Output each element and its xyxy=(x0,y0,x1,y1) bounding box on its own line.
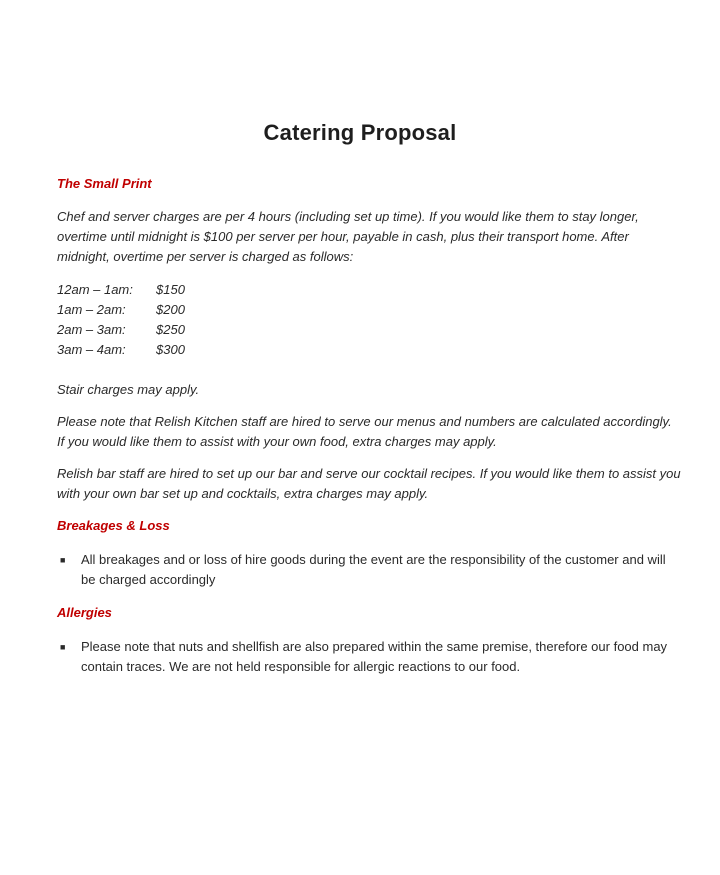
square-bullet-icon: ■ xyxy=(60,555,66,565)
rate-price: $200 xyxy=(156,302,185,317)
bar-staff-note: Relish bar staff are hired to set up our bar and serve our cocktail recipes. If you would like them to assist you with your own bar set up and cocktails, extra charges may apply. xyxy=(57,466,681,501)
rate-price: $150 xyxy=(156,282,185,297)
small-print-heading: The Small Print xyxy=(57,176,152,191)
rate-price: $250 xyxy=(156,322,185,337)
rate-row xyxy=(57,280,682,300)
allergies-list xyxy=(57,637,682,677)
rate-time: 1am – 2am: xyxy=(57,302,126,317)
breakages-text: All breakages and or loss of hire goods during the event are the responsibility of the customer and will be charged accordingly xyxy=(81,552,666,587)
rate-price: $300 xyxy=(156,342,185,357)
rate-row xyxy=(57,300,682,320)
small-print-intro: Chef and server charges are per 4 hours (including set up time). If you would like them to stay longer, overtime until midnight is $100 per server per hour, payable in cash, plus their transport home. After midnight, overtime per server is charged as follows: xyxy=(57,209,639,264)
list-item xyxy=(57,637,682,677)
rate-time: 12am – 1am: xyxy=(57,282,133,297)
breakages-list xyxy=(57,550,682,590)
rate-time: 3am – 4am: xyxy=(57,342,126,357)
stair-charges-note: Stair charges may apply. xyxy=(57,382,200,397)
rate-time: 2am – 3am: xyxy=(57,322,126,337)
list-item xyxy=(57,550,682,590)
rate-row xyxy=(57,320,682,340)
allergies-heading: Allergies xyxy=(57,605,112,620)
page-title: Catering Proposal xyxy=(263,120,457,145)
allergies-text: Please note that nuts and shellfish are also prepared within the same premise, therefore our food may contain traces. We are not held responsible for allergic reactions to our food. xyxy=(81,639,668,674)
rate-row xyxy=(57,340,682,360)
overtime-rates xyxy=(57,280,682,360)
breakages-heading: Breakages & Loss xyxy=(57,518,170,533)
square-bullet-icon: ■ xyxy=(60,642,66,652)
kitchen-staff-note: Please note that Relish Kitchen staff are hired to serve our menus and numbers are calculated accordingly. If you would like them to assist with your own food, extra charges may apply. xyxy=(57,414,672,449)
document-body xyxy=(57,174,682,677)
